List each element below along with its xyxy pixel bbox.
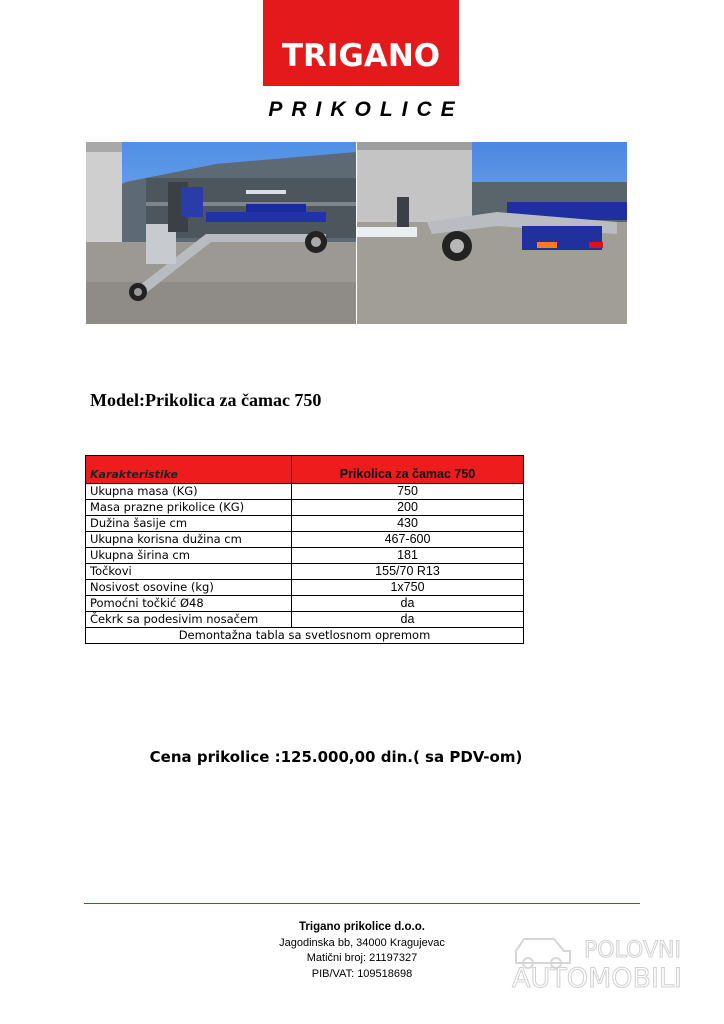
specs-table <box>85 455 524 644</box>
spec-value: da <box>292 612 524 628</box>
spec-label: Dužina šasije cm <box>86 516 292 532</box>
watermark-line2: AUTOMOBILI <box>512 963 683 994</box>
table-footer-note: Demontažna tabla sa svetlosnom opremom <box>86 628 524 644</box>
spec-value: 181 <box>292 548 524 564</box>
spec-value: 467-600 <box>292 532 524 548</box>
spec-label: Pomoćni točkić Ø48 <box>86 596 292 612</box>
spec-value: 430 <box>292 516 524 532</box>
table-footer-row <box>86 628 524 644</box>
spec-label: Ukupna korisna dužina cm <box>86 532 292 548</box>
table-row <box>86 564 524 580</box>
spec-label: Čekrk sa podesivim nosačem <box>86 612 292 628</box>
table-row <box>86 516 524 532</box>
trailer-front-photo <box>86 142 356 324</box>
page-subtitle: PRIKOLICE <box>268 98 464 121</box>
table-row <box>86 580 524 596</box>
spec-label: Masa prazne prikolice (KG) <box>86 500 292 516</box>
table-row <box>86 548 524 564</box>
spec-label: Točkovi <box>86 564 292 580</box>
brand-logo <box>263 0 459 86</box>
table-header-value: Prikolica za čamac 750 <box>292 456 524 484</box>
price-line: Cena prikolice :125.000,00 din.( sa PDV-om) <box>149 748 523 766</box>
table-header-row <box>86 456 524 484</box>
footer-address: Jagodinska bb, 34000 Kragujevac <box>279 936 445 949</box>
table-row <box>86 596 524 612</box>
brand-logo-text: TRIGANO <box>281 38 441 74</box>
table-header-label: Karakteristike <box>86 456 292 484</box>
footer-registration: Matični broj: 21197327 <box>306 952 418 964</box>
spec-label: Nosivost osovine (kg) <box>86 580 292 596</box>
watermark-logo <box>510 925 700 995</box>
trailer-rear-photo <box>357 142 627 324</box>
spec-value: 1x750 <box>292 580 524 596</box>
table-row <box>86 612 524 628</box>
spec-value: da <box>292 596 524 612</box>
footer-divider <box>84 903 640 904</box>
watermark-line1: POLOVNI <box>584 938 681 963</box>
spec-value: 155/70 R13 <box>292 564 524 580</box>
table-row <box>86 500 524 516</box>
table-row <box>86 532 524 548</box>
spec-value: 200 <box>292 500 524 516</box>
spec-value: 750 <box>292 484 524 500</box>
model-title: Model:Prikolica za čamac 750 <box>90 390 322 410</box>
spec-label: Ukupna širina cm <box>86 548 292 564</box>
footer-company: Trigano prikolice d.o.o. <box>299 921 425 933</box>
footer-vat: PIB/VAT: 109518698 <box>311 967 413 980</box>
spec-label: Ukupna masa (KG) <box>86 484 292 500</box>
table-row <box>86 484 524 500</box>
